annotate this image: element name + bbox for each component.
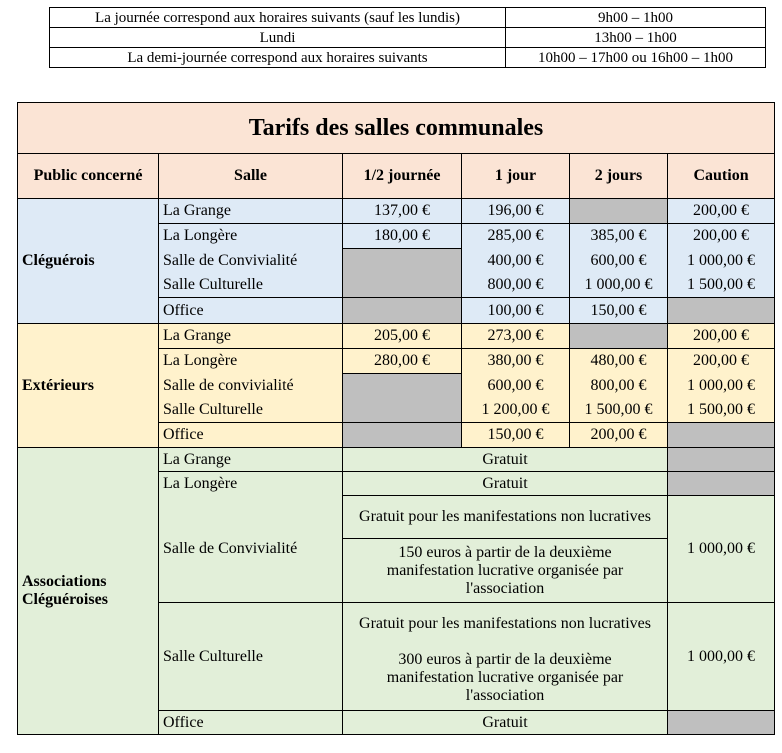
empty-cell — [668, 448, 775, 472]
salle-name: Office — [159, 298, 343, 324]
price-jour: 400,00 € — [462, 249, 570, 274]
price-jour: 1 200,00 € — [462, 399, 570, 423]
price-deux: 800,00 € — [570, 374, 668, 399]
salle-name: Salle de Convivialité — [159, 496, 343, 603]
price-caution: 200,00 € — [668, 224, 775, 249]
hours-label: La journée correspond aux horaires suivants (sauf les lundis) — [50, 8, 506, 28]
group-label-cleguerois: Cléguérois — [18, 199, 159, 324]
price-caution: 1 000,00 € — [668, 374, 775, 399]
empty-cell — [668, 472, 775, 496]
col-header-jour: 1 jour — [462, 154, 570, 199]
col-header-caution: Caution — [668, 154, 775, 199]
tarif-text: Gratuit pour les manifestations non lucratives — [343, 496, 668, 539]
price-demi: 180,00 € — [343, 224, 462, 249]
price-deux: 1 500,00 € — [570, 399, 668, 423]
price-jour: 196,00 € — [462, 199, 570, 224]
group-label-exterieurs: Extérieurs — [18, 324, 159, 448]
price-caution: 1 500,00 € — [668, 399, 775, 423]
empty-cell — [343, 249, 462, 298]
col-header-deux: 2 jours — [570, 154, 668, 199]
table-row — [18, 448, 775, 472]
salle-name: La Grange — [159, 324, 343, 349]
salle-name: Office — [159, 423, 343, 448]
group-label-associations — [18, 448, 159, 735]
hours-label: La demi-journée correspond aux horaires suivants — [50, 48, 506, 68]
table-row — [50, 28, 766, 48]
group-label-text: Associations Cléguéroises — [22, 573, 108, 608]
price-deux: 200,00 € — [570, 423, 668, 448]
price-caution: 1 500,00 € — [668, 274, 775, 298]
salle-name: La Grange — [159, 448, 343, 472]
salle-name: Salle Culturelle — [159, 274, 343, 298]
hours-table — [49, 7, 766, 68]
price-demi: 137,00 € — [343, 199, 462, 224]
salle-name: Salle Culturelle — [159, 603, 343, 711]
hours-label: Lundi — [50, 28, 506, 48]
table-row — [50, 48, 766, 68]
price-jour: 380,00 € — [462, 349, 570, 374]
price-deux: 150,00 € — [570, 298, 668, 324]
col-header-demi: 1/2 journée — [343, 154, 462, 199]
salle-name: Office — [159, 711, 343, 735]
price-caution: 1 000,00 € — [668, 249, 775, 274]
price-jour: 800,00 € — [462, 274, 570, 298]
tarif-text: Gratuit — [343, 711, 668, 735]
salle-name: La Longère — [159, 349, 343, 374]
empty-cell — [343, 374, 462, 423]
price-caution: 1 000,00 € — [668, 603, 775, 711]
empty-cell — [343, 298, 462, 324]
price-jour: 100,00 € — [462, 298, 570, 324]
col-header-public: Public concerné — [18, 154, 159, 199]
salle-name: La Longère — [159, 472, 343, 496]
price-deux: 1 000,00 € — [570, 274, 668, 298]
empty-cell — [668, 423, 775, 448]
empty-cell — [668, 298, 775, 324]
tarif-text: Gratuit pour les manifestations non lucratives — [343, 603, 668, 646]
tarif-text: 300 euros à partir de la deuxième manifestation lucrative organisée par l'association — [343, 646, 668, 711]
empty-cell — [570, 199, 668, 224]
empty-cell — [668, 711, 775, 735]
empty-cell — [343, 423, 462, 448]
tarif-text: Gratuit — [343, 472, 668, 496]
price-deux: 480,00 € — [570, 349, 668, 374]
price-caution: 1 000,00 € — [668, 496, 775, 603]
hours-value: 10h00 – 17h00 ou 16h00 – 1h00 — [506, 48, 766, 68]
salle-name: La Longère — [159, 224, 343, 249]
salle-name: Salle de Convivialité — [159, 249, 343, 274]
salle-name: Salle Culturelle — [159, 399, 343, 423]
salle-name: Salle de convivialité — [159, 374, 343, 399]
price-jour: 285,00 € — [462, 224, 570, 249]
hours-value: 9h00 – 1h00 — [506, 8, 766, 28]
salle-name: La Grange — [159, 199, 343, 224]
table-row — [18, 324, 775, 349]
table-row — [50, 8, 766, 28]
table-row — [18, 199, 775, 224]
price-demi: 280,00 € — [343, 349, 462, 374]
tarif-text: Gratuit — [343, 448, 668, 472]
table-header-row — [18, 154, 775, 199]
price-caution: 200,00 € — [668, 199, 775, 224]
tarifs-table — [17, 102, 775, 735]
tarif-text: 150 euros à partir de la deuxième manifestation lucrative organisée par l'association — [343, 539, 668, 603]
price-demi: 205,00 € — [343, 324, 462, 349]
price-jour: 273,00 € — [462, 324, 570, 349]
price-deux: 385,00 € — [570, 224, 668, 249]
price-deux: 600,00 € — [570, 249, 668, 274]
empty-cell — [570, 324, 668, 349]
price-jour: 600,00 € — [462, 374, 570, 399]
col-header-salle: Salle — [159, 154, 343, 199]
hours-value: 13h00 – 1h00 — [506, 28, 766, 48]
table-title-row — [18, 103, 775, 154]
table-title: Tarifs des salles communales — [18, 103, 775, 154]
price-caution: 200,00 € — [668, 349, 775, 374]
price-caution: 200,00 € — [668, 324, 775, 349]
price-jour: 150,00 € — [462, 423, 570, 448]
